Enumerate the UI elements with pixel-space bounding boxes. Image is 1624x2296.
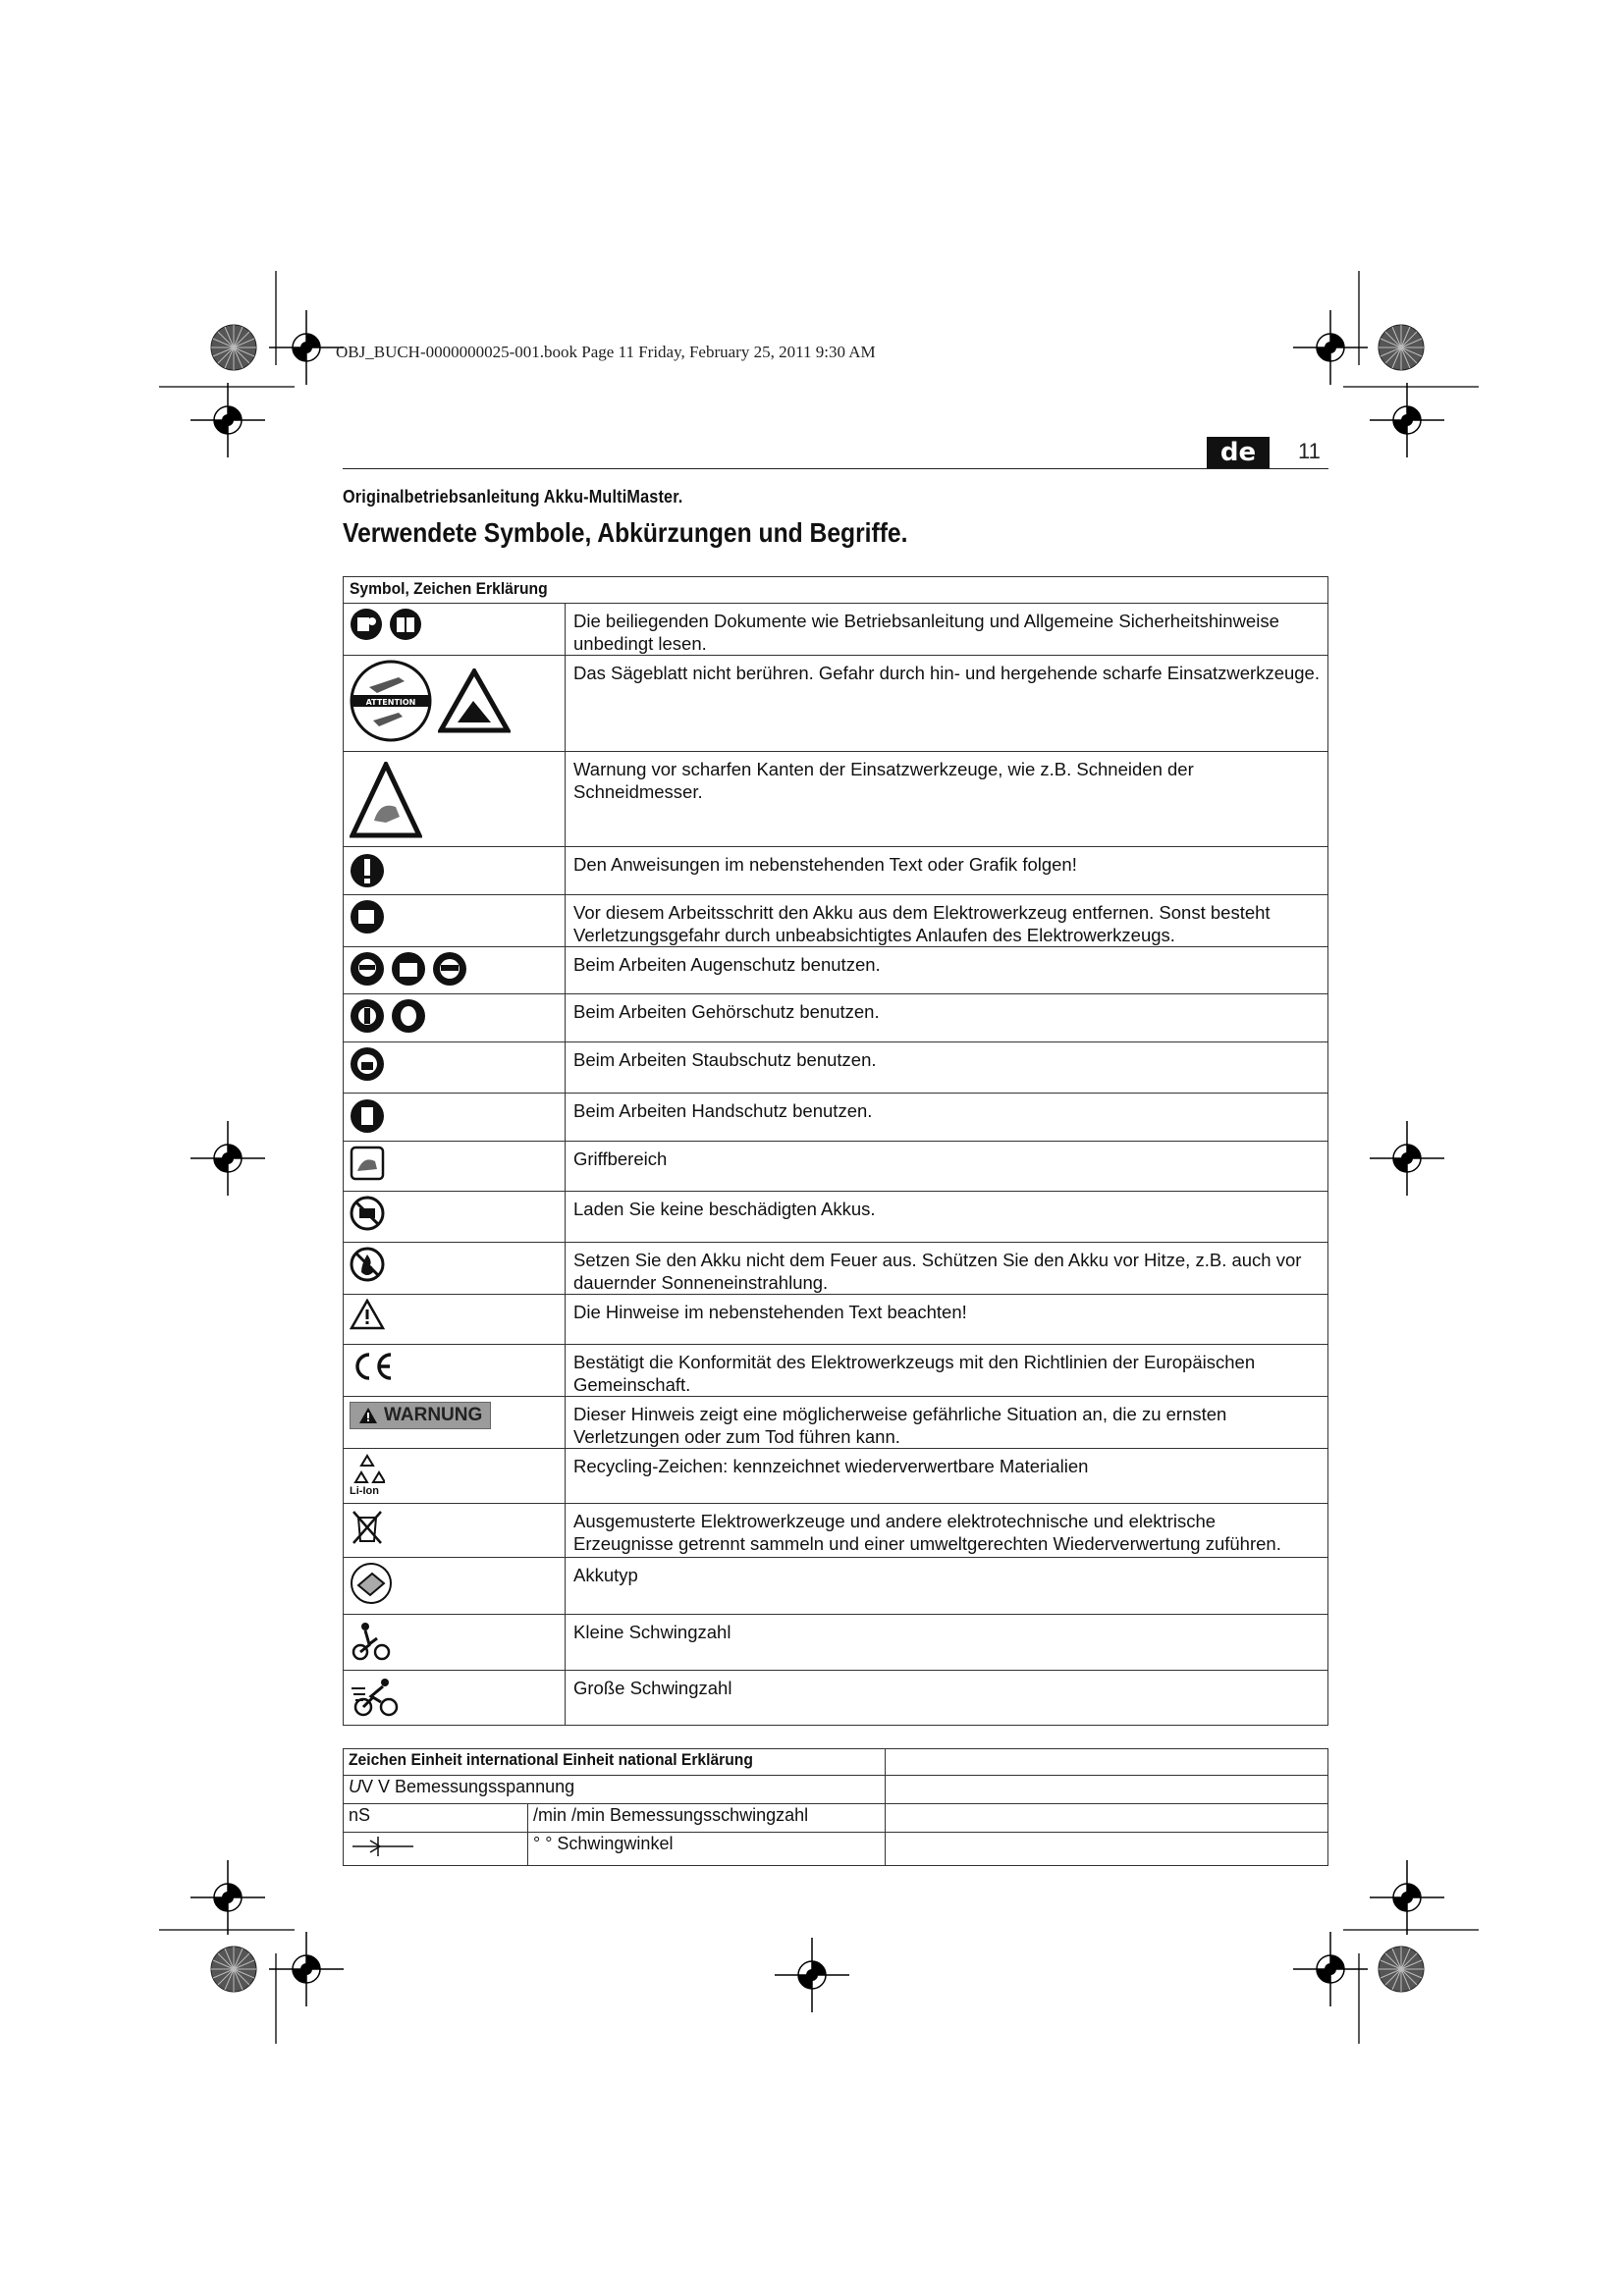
ear-muffs-icon — [391, 998, 426, 1034]
row-description: Setzen Sie den Akku nicht dem Feuer aus. Schützen Sie den Akku vor Hitze, z.B. auch vor dauernder Sonneneinstrahlung. — [566, 1243, 1328, 1295]
table-row — [344, 1615, 1328, 1671]
read-manual-icon — [350, 608, 383, 641]
row-description: Akkutyp — [566, 1558, 1328, 1615]
ce-mark-icon — [350, 1349, 397, 1384]
units-table-header: Zeichen Einheit international Einheit national Erklärung — [349, 1750, 753, 1769]
table-row — [344, 847, 1328, 895]
oscillation-angle-icon — [349, 1834, 417, 1859]
table-row — [344, 604, 1328, 656]
table-row — [344, 1094, 1328, 1142]
warning-sharp-tool-icon — [438, 668, 511, 733]
warnung-label: WARNUNG — [384, 1405, 483, 1425]
table-header-row — [344, 577, 1328, 604]
crossed-bin-icon — [350, 1508, 385, 1547]
table-row — [344, 895, 1328, 947]
row-description: Beim Arbeiten Handschutz benutzen. — [566, 1094, 1328, 1142]
section-title: Verwendete Symbole, Abkürzungen und Begriffe. — [343, 517, 908, 548]
table-row — [344, 1558, 1328, 1615]
table-row — [344, 1345, 1328, 1397]
slow-bicycle-icon — [350, 1619, 393, 1662]
table-row — [344, 1295, 1328, 1345]
warning-triangle-icon — [358, 1407, 378, 1424]
grip-area-icon — [350, 1146, 385, 1181]
table-row — [344, 947, 1328, 994]
row-description: Recycling-Zeichen: kennzeichnet wiederverwertbare Materialien — [566, 1449, 1328, 1504]
row-description: Ausgemusterte Elektrowerkzeuge und andere elektrotechnische und elektrische Erzeugnisse getrennt sammeln und einer umweltgerechten Wiederverwertung zuführen. — [566, 1504, 1328, 1558]
no-fire-battery-icon — [350, 1247, 385, 1282]
book-icon — [389, 608, 422, 641]
table-row — [344, 1397, 1328, 1449]
table-row — [344, 656, 1328, 752]
row-description: Vor diesem Arbeitsschritt den Akku aus dem Elektrowerkzeug entfernen. Sonst besteht Verletzungsgefahr durch unbeabsichtigtes Anlaufen des Elektrowerkzeugs. — [566, 895, 1328, 947]
goggles-icon — [432, 951, 467, 987]
table-row — [344, 1504, 1328, 1558]
no-damaged-battery-icon — [350, 1196, 385, 1231]
unit-description: ° ° Schwingwinkel — [528, 1833, 886, 1866]
table-row — [344, 1776, 1328, 1804]
dust-mask-icon — [350, 1046, 385, 1082]
row-description: Die Hinweise im nebenstehenden Text beachten! — [566, 1295, 1328, 1345]
row-description: Griffbereich — [566, 1142, 1328, 1192]
ear-protection-icon — [350, 998, 385, 1034]
table-row — [344, 1833, 1328, 1866]
units-table — [343, 1748, 1328, 1866]
file-header: OBJ_BUCH-0000000025-001.book Page 11 Friday, February 25, 2011 9:30 AM — [336, 343, 876, 361]
table-row — [344, 1042, 1328, 1094]
table-row — [344, 1142, 1328, 1192]
svg-text:ATTENTION: ATTENTION — [365, 698, 416, 707]
symbols-table — [343, 576, 1328, 1726]
language-badge: de — [1207, 437, 1270, 468]
row-description: Kleine Schwingzahl — [566, 1615, 1328, 1671]
row-description: Laden Sie keine beschädigten Akkus. — [566, 1192, 1328, 1243]
eye-protection-icon — [350, 951, 385, 987]
warning-triangle-icon — [350, 1299, 385, 1330]
battery-type-icon — [350, 1562, 393, 1605]
table-row — [344, 1804, 1328, 1833]
symbols-table-header: Symbol, Zeichen Erklärung — [350, 579, 548, 598]
row-description: Beim Arbeiten Staubschutz benutzen. — [566, 1042, 1328, 1094]
remove-battery-icon — [350, 899, 385, 934]
li-ion-label: Li-Ion — [350, 1485, 379, 1497]
unit-symbol: U — [349, 1777, 361, 1796]
gloves-icon — [350, 1097, 385, 1135]
row-description: Die beiliegenden Dokumente wie Betriebsanleitung und Allgemeine Sicherheitshinweise unbedingt lesen. — [566, 604, 1328, 656]
header-rule — [343, 468, 1328, 469]
warnung-label-icon — [350, 1402, 491, 1429]
recycling-li-ion-icon — [350, 1453, 385, 1486]
fast-bicycle-icon — [350, 1675, 403, 1718]
exclamation-icon — [350, 851, 385, 890]
row-description: Beim Arbeiten Gehörschutz benutzen. — [566, 994, 1328, 1042]
attention-blade-icon — [350, 660, 432, 742]
table-row — [344, 994, 1328, 1042]
row-description: Große Schwingzahl — [566, 1671, 1328, 1726]
unit-description: V V Bemessungsspannung — [361, 1777, 575, 1796]
warning-cut-hand-icon — [350, 762, 422, 838]
unit-symbol: nS — [344, 1804, 528, 1833]
page-number: 11 — [1298, 439, 1321, 463]
row-description: Dieser Hinweis zeigt eine möglicherweise gefährliche Situation an, die zu ernsten Verletzungen oder zum Tod führen kann. — [566, 1397, 1328, 1449]
table-header-row — [344, 1749, 1328, 1776]
table-row — [344, 1192, 1328, 1243]
row-description: Bestätigt die Konformität des Elektrowerkzeugs mit den Richtlinien der Europäischen Gemeinschaft. — [566, 1345, 1328, 1397]
table-row — [344, 752, 1328, 847]
row-description: Den Anweisungen im nebenstehenden Text oder Grafik folgen! — [566, 847, 1328, 895]
row-description: Das Sägeblatt nicht berühren. Gefahr durch hin- und hergehende scharfe Einsatzwerkzeuge. — [566, 656, 1328, 752]
table-row — [344, 1671, 1328, 1726]
manual-subtitle: Originalbetriebsanleitung Akku-MultiMaster. — [343, 487, 683, 507]
unit-description: /min /min Bemessungsschwingzahl — [528, 1804, 886, 1833]
table-row — [344, 1243, 1328, 1295]
row-description: Beim Arbeiten Augenschutz benutzen. — [566, 947, 1328, 994]
table-row — [344, 1449, 1328, 1504]
face-shield-icon — [391, 951, 426, 987]
row-description: Warnung vor scharfen Kanten der Einsatzwerkzeuge, wie z.B. Schneiden der Schneidmesser. — [566, 752, 1328, 847]
